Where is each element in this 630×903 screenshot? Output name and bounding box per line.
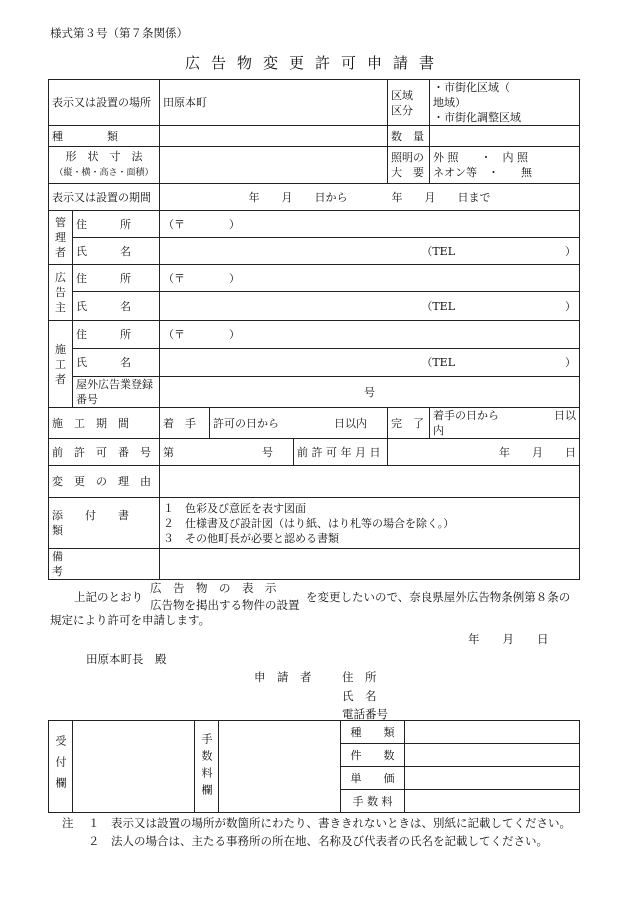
receipt-count-label: 件 数 — [341, 744, 405, 767]
quantity-field[interactable] — [430, 126, 580, 147]
received-field[interactable] — [73, 721, 195, 813]
manager-address-field[interactable]: （〒 ） — [160, 211, 580, 238]
quantity-label: 数 量 — [388, 126, 430, 147]
change-reason-field[interactable] — [160, 466, 580, 498]
registration-field[interactable]: 号 — [160, 377, 580, 408]
advertiser-name-field[interactable]: （TEL ） — [160, 292, 580, 321]
fee-field[interactable] — [219, 721, 341, 813]
receipt-kind-label: 種 類 — [341, 721, 405, 744]
manager-label: 管理者 — [49, 211, 73, 265]
zone-label: 区域 区分 — [388, 80, 430, 126]
remarks-label: 備 考 — [49, 549, 160, 580]
kind-field[interactable] — [160, 126, 388, 147]
period-label: 表示又は設置の期間 — [49, 184, 160, 211]
receipt-table — [48, 720, 580, 813]
application-form-table — [48, 79, 580, 580]
shape-label: 形 状 寸 法 （縦・横・高さ・面積） — [49, 147, 160, 184]
receipt-fee-field[interactable] — [405, 790, 580, 813]
advertiser-address-field[interactable]: （〒 ） — [160, 265, 580, 292]
prev-permit-date-field[interactable]: 年 月 日 — [388, 439, 580, 466]
manager-name-field[interactable]: （TEL ） — [160, 238, 580, 265]
statement-prefix: 上記のとおり — [74, 590, 143, 604]
advertiser-name-label: 氏 名 — [73, 292, 160, 321]
location-label: 表示又は設置の場所 — [49, 80, 160, 126]
receipt-kind-field[interactable] — [405, 721, 580, 744]
addressee: 田原本町長 殿 — [86, 652, 167, 666]
contractor-name-label: 氏 名 — [73, 349, 160, 377]
note-item: ２ 法人の場合は、主たる事務所の所在地、名称及び代表者の氏名を記載してください。 — [88, 834, 548, 848]
contractor-address-label: 住 所 — [73, 321, 160, 349]
attachments-list — [160, 498, 580, 549]
work-period-label: 施 工 期 間 — [49, 408, 160, 439]
end-field[interactable]: 着手の日から 日以内 — [430, 408, 580, 439]
receipt-unit-price-field[interactable] — [405, 767, 580, 790]
notes-label: 注 — [62, 816, 74, 830]
lighting-label: 照明の 大 要 — [388, 147, 430, 184]
received-label: 受付欄 — [49, 721, 73, 813]
statement-line2: 規定により許可を申請します。 — [50, 613, 211, 627]
applicant-label: 申 請 者 — [254, 670, 312, 684]
page-title: 広告物変更許可申請書 — [184, 54, 445, 72]
prev-permit-no-label: 前 許 可 番 号 — [49, 439, 160, 466]
registration-label: 屋外広告業登録番号 — [73, 377, 160, 408]
statement-suffix: を変更したいので、奈良県屋外広告物条例第８条の — [306, 590, 571, 604]
receipt-unit-price-label: 単 価 — [341, 767, 405, 790]
period-field[interactable]: 年 月 日から 年 月 日まで — [160, 184, 580, 211]
remarks-field[interactable] — [160, 549, 580, 580]
contractor-name-field[interactable]: （TEL ） — [160, 349, 580, 377]
applicant-name-label: 氏 名 — [342, 689, 377, 703]
advertiser-address-label: 住 所 — [73, 265, 160, 292]
attachment-item: ２ 仕様書及び設計図（はり紙、はり札等の場合を除く。） — [163, 516, 455, 530]
end-label: 完 了 — [388, 408, 430, 439]
form-number: 様式第３号（第７条関係） — [50, 26, 188, 40]
attachments-label: 添 付 書 類 — [49, 498, 160, 549]
change-reason-label: 変 更 の 理 由 — [49, 466, 160, 498]
receipt-fee-label: 手 数 料 — [341, 790, 405, 813]
shape-field[interactable] — [160, 147, 388, 184]
prev-permit-no-field[interactable]: 第 号 — [160, 439, 294, 466]
applicant-address-label: 住 所 — [342, 670, 377, 684]
note-item: １ 表示又は設置の場所が数箇所にわたり、書ききれないときは、別紙に記載してください。 — [88, 816, 571, 830]
location-field[interactable]: 田原本町 — [160, 80, 388, 126]
applicant-phone-label: 電話番号 — [342, 707, 388, 721]
start-label: 着 手 — [160, 408, 210, 439]
contractor-label: 施工者 — [49, 321, 73, 408]
zone-options[interactable]: ・市街化区域（ 地域） ・市街化調整区域 — [430, 80, 580, 126]
manager-name-label: 氏 名 — [73, 238, 160, 265]
contractor-address-field[interactable]: （〒 ） — [160, 321, 580, 349]
advertiser-label: 広告主 — [49, 265, 73, 321]
attachment-item: ３ その他町長が必要と認める書類 — [163, 531, 339, 545]
application-date[interactable]: 年 月 日 — [468, 632, 549, 646]
start-field[interactable]: 許可の日から 日以内 — [210, 408, 388, 439]
prev-permit-date-label: 前 許 可 年 月 日 — [294, 439, 388, 466]
lighting-options[interactable]: 外 照 ・ 内 照 ネオン等 ・ 無 — [430, 147, 580, 184]
kind-label: 種 類 — [49, 126, 160, 147]
fee-label: 手数料欄 — [195, 721, 219, 813]
receipt-count-field[interactable] — [405, 744, 580, 767]
statement-option-display: 広 告 物 の 表 示 — [150, 581, 277, 595]
statement-option-install: 広告物を掲出する物件の設置 — [150, 598, 300, 612]
manager-address-label: 住 所 — [73, 211, 160, 238]
attachment-item: １ 色彩及び意匠を表す図面 — [163, 501, 306, 515]
